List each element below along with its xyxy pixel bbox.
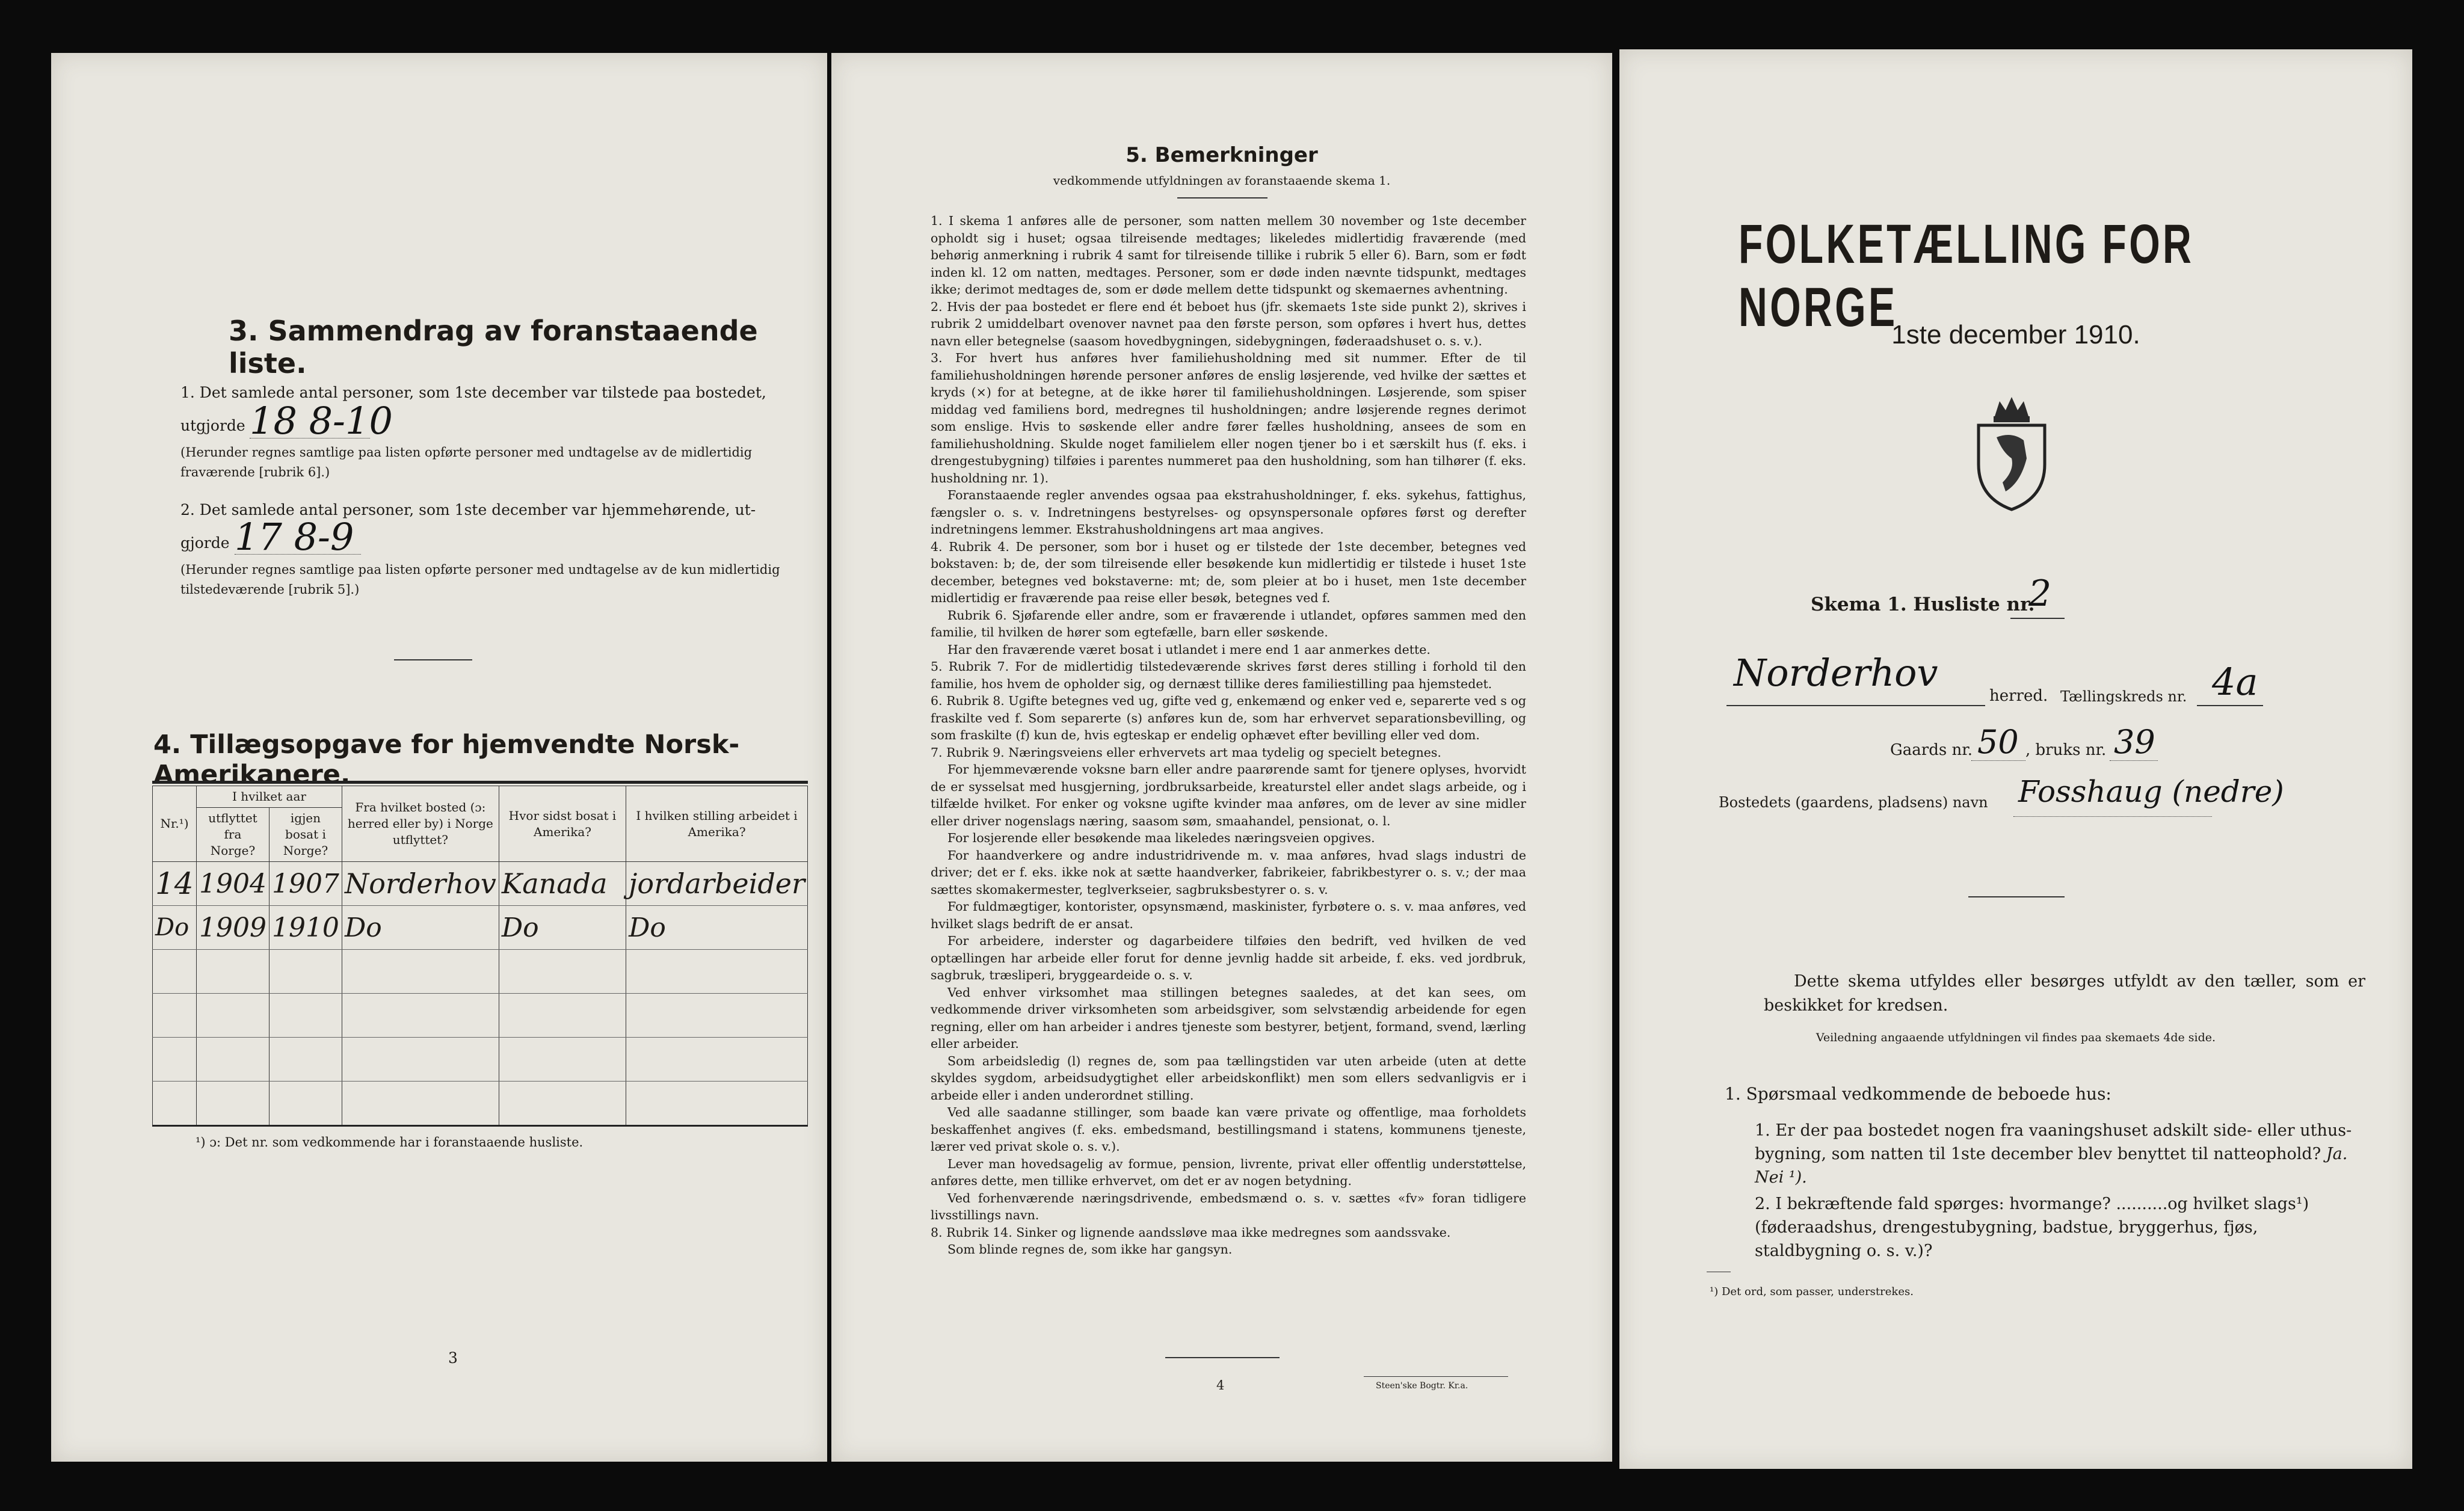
question-2: 2. I bekræftende fald spørges: hvormange? ..........og hvilket slags¹) (føderaadshus, drengestubygning, badstue, bryggerhus, fjøs, staldbygning o. s. v.)? xyxy=(1755,1195,2309,1260)
remark-paragraph: For hjemmeværende voksne barn eller andre paarørende samt for tjenere oplyses, hvorvidt de er sysselsat med husgjerning, jordbruksarbeide, kreaturstel eller andet slags arbeide, og i tilfælde hvilket. For enker og voksne ugifte kvinder maa anføres, om de lever av sine midler eller driver nogenslags næring, saasom søm, smaahandel, pensionat, o. l. xyxy=(931,762,1526,828)
norwegian-coat-of-arms-icon xyxy=(1970,392,2054,512)
page-number: 3 xyxy=(448,1349,458,1367)
gaards-label: Gaards nr. xyxy=(1890,741,1973,759)
table-row xyxy=(153,906,808,950)
cell-utflyttet: 1904 xyxy=(196,862,269,906)
bruks-label: , bruks nr. xyxy=(2025,741,2107,759)
herred-value: Norderhov xyxy=(1734,651,1938,695)
remark-paragraph: 1. I skema 1 anføres alle de personer, som natten mellem 30 november og 1ste december opholdt sig i huset; ogsaa tilreisende medtages; likeledes midlertidig fraværende (med behørig anmerkning i rubrik 4 samt for tilreisende tillike i rubrik 5 eller 6). Barn, som er født inden kl. 12 om natten, medtages. Personer, som er døde inden nævnte tidspunkt, medtages ikke; derimot medtages de, som er døde mellem dette tidspunkt og skemaernes avhentning. xyxy=(931,214,1526,297)
remark-paragraph: 7. Rubrik 9. Næringsveiens eller erhvervets art maa tydelig og specielt betegnes. xyxy=(931,745,1441,760)
question-1-answer: Ja. Nei ¹). xyxy=(1755,1145,2348,1187)
remark-paragraph: 8. Rubrik 14. Sinker og lignende aandssløve maa ikke medregnes som aandssvake. xyxy=(931,1225,1451,1240)
ornament-divider xyxy=(1968,896,2065,897)
remark-paragraph: Ved alle saadanne stillinger, som baade kan være private og offentlige, maa forholdets beskaffenhet angives (f. eks. embedsmand, bestillingsmand i statens, kommunens tjeneste, lærer ved privat skole o. s. v.). xyxy=(931,1105,1526,1154)
remark-paragraph: Foranstaaende regler anvendes ogsaa paa ekstrahusholdninger, f. eks. sykehus, fattighus, fængsler o. s. v. Indretningens bestyrelses- og opsynspersonale opføres først og derefter indretningens lemmer. Ekstrahusholdningens art maa angives. xyxy=(931,488,1526,537)
page-left xyxy=(51,53,827,1462)
remark-paragraph: For fuldmægtiger, kontorister, opsynsmænd, maskinister, fyrbøtere o. s. v. maa anføres, ved hvilket slags bedrift de er ansat. xyxy=(931,899,1526,931)
section4-footnote: ¹) ɔ: Det nr. som vedkommende har i foranstaaende husliste. xyxy=(196,1135,584,1149)
remarks-body xyxy=(931,212,1526,1258)
page-right xyxy=(1619,49,2412,1469)
remark-paragraph: 5. Rubrik 7. For de midlertidig tilstedeværende skrives først deres stilling i forhold til den familie, hos hvem de opholder sig, og dernæst tillike deres familiestilling paa hjemstedet. xyxy=(931,659,1526,691)
section3-heading: 3. Sammendrag av foranstaaende liste. xyxy=(229,315,758,380)
census-date: 1ste december 1910. xyxy=(1891,320,2140,349)
remark-paragraph: Rubrik 6. Sjøfarende eller andre, som er fraværende i utlandet, opføres sammen med den familie, til hvilken de hører som egtefælle, barn eller søskende. xyxy=(931,608,1526,639)
bosted-label: Bostedets (gaardens, pladsens) navn xyxy=(1719,794,1988,811)
cell-amerika: Do xyxy=(499,906,626,950)
tellingskreds-value: 4a xyxy=(2212,660,2258,704)
cell-bosat: 1910 xyxy=(269,906,342,950)
remark-paragraph: For haandverkere og andre industridrivende m. v. maa anføres, hvad slags industri de driver; det er f. eks. ikke nok at sætte haandverker, fabrikeier, fabrikbestyrer o. s. v.; der maa sættes skomakermester, teglverkseier, sagbruksbestyrer o. s. v. xyxy=(931,848,1526,897)
col-bosat: igjen bosat i Norge? xyxy=(269,808,342,862)
section4-table xyxy=(152,786,808,1127)
section4-heading: 4. Tillægsopgave for hjemvendte Norsk-Amerikanere. xyxy=(153,730,740,790)
table-row xyxy=(153,862,808,906)
col-aar-group: I hvilket aar xyxy=(196,786,342,808)
remark-paragraph: 3. For hvert hus anføres hver familiehusholdning med sit nummer. Efter de til familiehusholdningen hørende personer anføres de enslig løsjerende, ved hvilke der sættes et kryds (×) for at betegne, at de ikke hører til familiehusholdningen. Løsjerende, som spiser middag ved familiens bord, medregnes til husholdningen; andre løsjerende regnes derimot som enslige. Hvis to søskende eller andre fører fælles husholdning, ansees de som en familiehusholdning. Skulde noget familielem eller nogen tjener bo i et særskilt hus (f. eks. i drengestubygning) tilføies i parentes nummeret paa den husholdning, som han tilhører (f. eks. husholdning nr. 1). xyxy=(931,351,1526,485)
cell-nr: 14 xyxy=(153,862,197,906)
cell-utflyttet: 1909 xyxy=(196,906,269,950)
section3-item2-prefix: gjorde xyxy=(180,534,230,552)
col-nr: Nr.¹) xyxy=(153,786,197,862)
col-amerika: Hvor sidst bosat i Amerika? xyxy=(499,786,626,862)
section3-item1-note: (Herunder regnes samtlige paa listen opførte personer med undtagelse av de midlertidig fraværende [rubrik 6].) xyxy=(180,445,753,479)
cell-nr: Do xyxy=(153,906,197,950)
veiledning: Veiledning angaaende utfyldningen vil findes paa skemaets 4de side. xyxy=(1816,1031,2216,1044)
right-footnote: ¹) Det ord, som passer, understrekes. xyxy=(1710,1285,1914,1298)
cell-fra: Do xyxy=(342,906,499,950)
section3-item1-prefix: utgjorde xyxy=(180,417,245,434)
remark-paragraph: Har den fraværende været bosat i utlandet i mere end 1 aar anmerkes dette. xyxy=(947,642,1431,657)
question-1: 1. Er der paa bostedet nogen fra vaaningshuset adskilt side- eller uthus-bygning, som natten til 1ste december blev benyttet til natteophold? Ja. Nei ¹). xyxy=(1755,1121,2352,1187)
divider xyxy=(394,659,472,660)
cell-stilling: Do xyxy=(626,906,808,950)
cell-amerika: Kanada xyxy=(499,862,626,906)
remark-paragraph: Som arbeidsledig (l) regnes de, som paa tællingstiden var uten arbeide (uten at dette skyldes sygdom, arbeidsudygtighet eller arbeidskonflikt) men som ellers sedvanligvis er i arbeide eller i anden underordnet stilling. xyxy=(931,1053,1526,1103)
section3-item2-value: 17 8-9 xyxy=(235,515,354,559)
col-stilling: I hvilken stilling arbeidet i Amerika? xyxy=(626,786,808,862)
bruks-value: 39 xyxy=(2114,723,2155,761)
remark-paragraph: For losjerende eller besøkende maa likeledes næringsveien opgives. xyxy=(947,831,1375,845)
remark-paragraph: 4. Rubrik 4. De personer, som bor i huset og er tilstede der 1ste december, betegnes ved bokstaven: b; de, der som tilreisende eller besøkende kun midlertidig er tilstede i huset 1ste december, betegnes ved bokstaverne: mt; de, som pleier at bo i huset, men 1ste december midlertidig er fraværende paa reise eller besøk, betegnes ved f. xyxy=(931,539,1526,605)
husliste-nr: 2 xyxy=(2028,573,2052,615)
instructions: Dette skema utfyldes eller besørges utfyldt av den tæller, som er beskikket for kredsen. xyxy=(1764,972,2365,1015)
page-number: 4 xyxy=(1216,1378,1225,1393)
tellingskreds-label: Tællingskreds nr. xyxy=(2060,688,2187,705)
page-middle xyxy=(831,53,1612,1462)
remark-paragraph: Ved enhver virksomhet maa stillingen betegnes saaledes, at det kan sees, om vedkommende driver virksomheten som arbeidsgiver, som selvstændig arbeidende for egen regning, eller om han arbeider i andres tjeneste som bestyrer, betjent, formand, svend, lærling eller arbeider. xyxy=(931,985,1526,1051)
skema-label: Skema 1. Husliste nr. xyxy=(1811,594,2035,615)
section3-item1-line1: 1. Det samlede antal personer, som 1ste december var tilstede paa bostedet, xyxy=(180,384,766,401)
section3-item2-note: (Herunder regnes samtlige paa listen opførte personer med undtagelse av de kun midlertidig tilstedeværende [rubrik 5].) xyxy=(180,562,780,597)
section3-item2-line1: 2. Det samlede antal personer, som 1ste december var hjemmehørende, ut- xyxy=(180,501,756,519)
printer-mark: Steen'ske Bogtr. Kr.a. xyxy=(1376,1381,1468,1391)
remark-paragraph: Ved forhenværende næringsdrivende, embedsmænd o. s. v. sættes «fv» foran tidligere livsstillings navn. xyxy=(931,1190,1526,1222)
remark-paragraph: For arbeidere, inderster og dagarbeidere tilføies den bedrift, ved hvilken de ved optællingen har arbeide eller forut for denne jevnlig hadde sit arbeide, f. eks. ved jordbruk, sagbruk, træsliperi, bryggeardeide o. s. v. xyxy=(931,934,1526,982)
remark-paragraph: 6. Rubrik 8. Ugifte betegnes ved ug, gifte ved g, enkemænd og enker ved e, separerte ved s og fraskilte ved f. Som separerte (s) anføres kun de, som har erhvervet separationsbevilling, og som fraskilte (f) kun de, hvis egteskap er endelig ophævet efter bevilling eller ved dom. xyxy=(931,694,1526,742)
remark-paragraph: 2. Hvis der paa bostedet er flere end ét beboet hus (jfr. skemaets 1ste side punkt 2), skrives i rubrik 2 umiddelbart ovenover navnet paa den første person, som opføres i hvert hus, dettes navn eller betegnelse (saasom hovedbygningen, sidebygningen, føderaadshuset o. s. v.). xyxy=(931,299,1526,348)
questions-heading: 1. Spørsmaal vedkommende de beboede hus: xyxy=(1725,1084,2111,1104)
bosted-value: Fosshaug (nedre) xyxy=(2018,774,2284,809)
cell-bosat: 1907 xyxy=(269,862,342,906)
cell-fra: Norderhov xyxy=(342,862,499,906)
col-utflyttet: utflyttet fra Norge? xyxy=(196,808,269,862)
remark-paragraph: Lever man hovedsagelig av formue, pension, livrente, privat eller offentlig understøttelse, anføres dette, men tillike erhvervet, om det er av nogen betydning. xyxy=(931,1156,1526,1188)
col-fra-bosted: Fra hvilket bosted (ɔ: herred eller by) i Norge utflyttet? xyxy=(342,786,499,862)
remark-paragraph: Som blinde regnes de, som ikke har gangsyn. xyxy=(947,1242,1233,1257)
section3-item1-value: 18 8-10 xyxy=(250,399,393,443)
cell-stilling: jordarbeider xyxy=(626,862,808,906)
census-title: FOLKETÆLLING FOR NORGE xyxy=(1739,214,2194,338)
herred-label: herred. xyxy=(1989,687,2048,705)
remarks-subheading: vedkommende utfyldningen av foranstaaende skema 1. xyxy=(1053,173,1391,188)
gaards-value: 50 xyxy=(1977,723,2019,761)
remarks-heading: 5. Bemerkninger xyxy=(1126,143,1318,167)
